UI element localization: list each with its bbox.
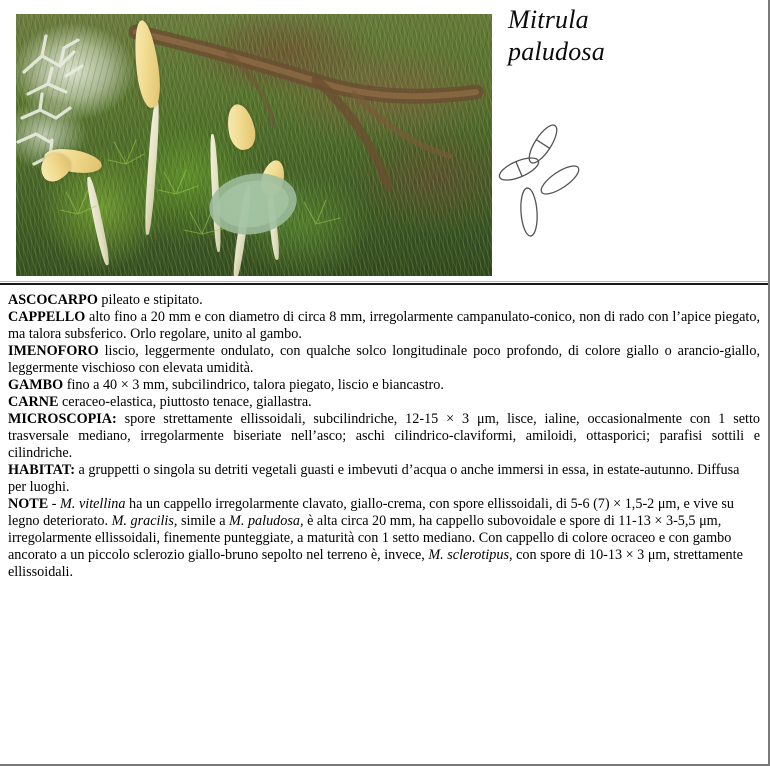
- description-term: ASCOCARPO: [8, 292, 98, 308]
- species-name-title: [508, 4, 758, 68]
- header-section: [0, 0, 770, 283]
- description-text: fino a 40 × 3 mm, subcilindrico, talora piegato, liscio e biancastro.: [63, 377, 444, 393]
- description-paragraph: [8, 377, 760, 394]
- divider-line-light: [0, 281, 768, 282]
- species-description: [8, 292, 760, 581]
- spore-septum: [516, 162, 522, 177]
- moss-tufts: [16, 14, 492, 276]
- note-text: ha un cappello irregolarmente clavato, giallo-crema, con spore ellissoidali, di 5-6 (7) × 1,5-2 μm, e vive su legno deteriorato.: [8, 496, 734, 529]
- section-divider: [0, 281, 768, 286]
- note-species-name: M. paludosa: [229, 513, 300, 529]
- description-term: HABITAT:: [8, 462, 75, 478]
- note-species-name: M. vitellina: [60, 496, 126, 512]
- description-note: [8, 496, 760, 581]
- description-paragraph: [8, 309, 760, 343]
- note-species-name: M. gracilis: [111, 513, 174, 529]
- species-genus-line: Mitrula: [508, 5, 589, 34]
- note-text: -: [48, 496, 61, 512]
- description-paragraph: [8, 292, 760, 309]
- description-term: GAMBO: [8, 377, 64, 393]
- description-paragraph: [8, 343, 760, 377]
- spore-shape: [519, 188, 538, 237]
- description-text: ceraceo-elastica, piuttosto tenace, giallastra.: [58, 394, 312, 410]
- note-species-name: M. sclerotipus: [428, 547, 509, 563]
- description-term: CAPPELLO: [8, 309, 86, 325]
- description-paragraph: [8, 462, 760, 496]
- note-text: , simile a: [173, 513, 230, 529]
- description-text: liscio, leggermente ondulato, con qualche solco longitudinale poco profondo, di colore giallo o arancio-giallo, leggermente vischioso con elevata umidità.: [8, 343, 760, 376]
- spore-drawing-svg: [496, 112, 616, 238]
- description-paragraph: [8, 411, 760, 462]
- description-term: MICROSCOPIA:: [8, 411, 117, 427]
- description-text: a gruppetti o singola su detriti vegetali guasti e imbevuti d’acqua o anche immersi in essa, in estate-autunno. Diffusa per luoghi.: [8, 462, 740, 495]
- species-photograph: [16, 14, 492, 276]
- description-term: CARNE: [8, 394, 59, 410]
- spore-septum: [536, 140, 549, 149]
- divider-line-dark: [0, 283, 768, 285]
- description-text: alto fino a 20 mm e con diametro di circa 8 mm, irregolarmente campanulato-conico, non di rado con l’apice piegato, ma talora subsferico. Orlo regolare, unito al gambo.: [8, 309, 760, 342]
- description-term: IMENOFORO: [8, 343, 99, 359]
- species-epithet-line: paludosa: [508, 37, 605, 66]
- description-text: pileato e stipitato.: [97, 292, 203, 308]
- description-paragraph: [8, 394, 760, 411]
- description-entries: [8, 292, 760, 496]
- description-text: spore strettamente ellissoidali, subcilindriche, 12-15 × 3 μm, lisce, ialine, occasionalmente con 1 setto trasversale mediano, irregolarmente biseriate nell’asco; aschi cilindrico-claviformi, amiloidi, ottasporici; parafisi sottili e cilindriche.: [8, 411, 760, 461]
- spore-drawing: [496, 112, 616, 238]
- spore-shape: [537, 161, 582, 199]
- note-text: , con spore di 10-13 × 3 μm, strettamente ellissoidali.: [8, 547, 743, 580]
- note-text: , è alta circa 20 mm, ha cappello subovoidale e spore di 11-13 × 3-5,5 μm, irregolarmente ellissoidali, finemente punteggiate, a maturità con 1 setto mediano. Con cappello di colore ocraceo e con gambo ancorato a un piccolo sclerozio giallo-bruno sepolto nel terreno è, invece,: [8, 513, 732, 563]
- note-term: NOTE: [8, 496, 49, 512]
